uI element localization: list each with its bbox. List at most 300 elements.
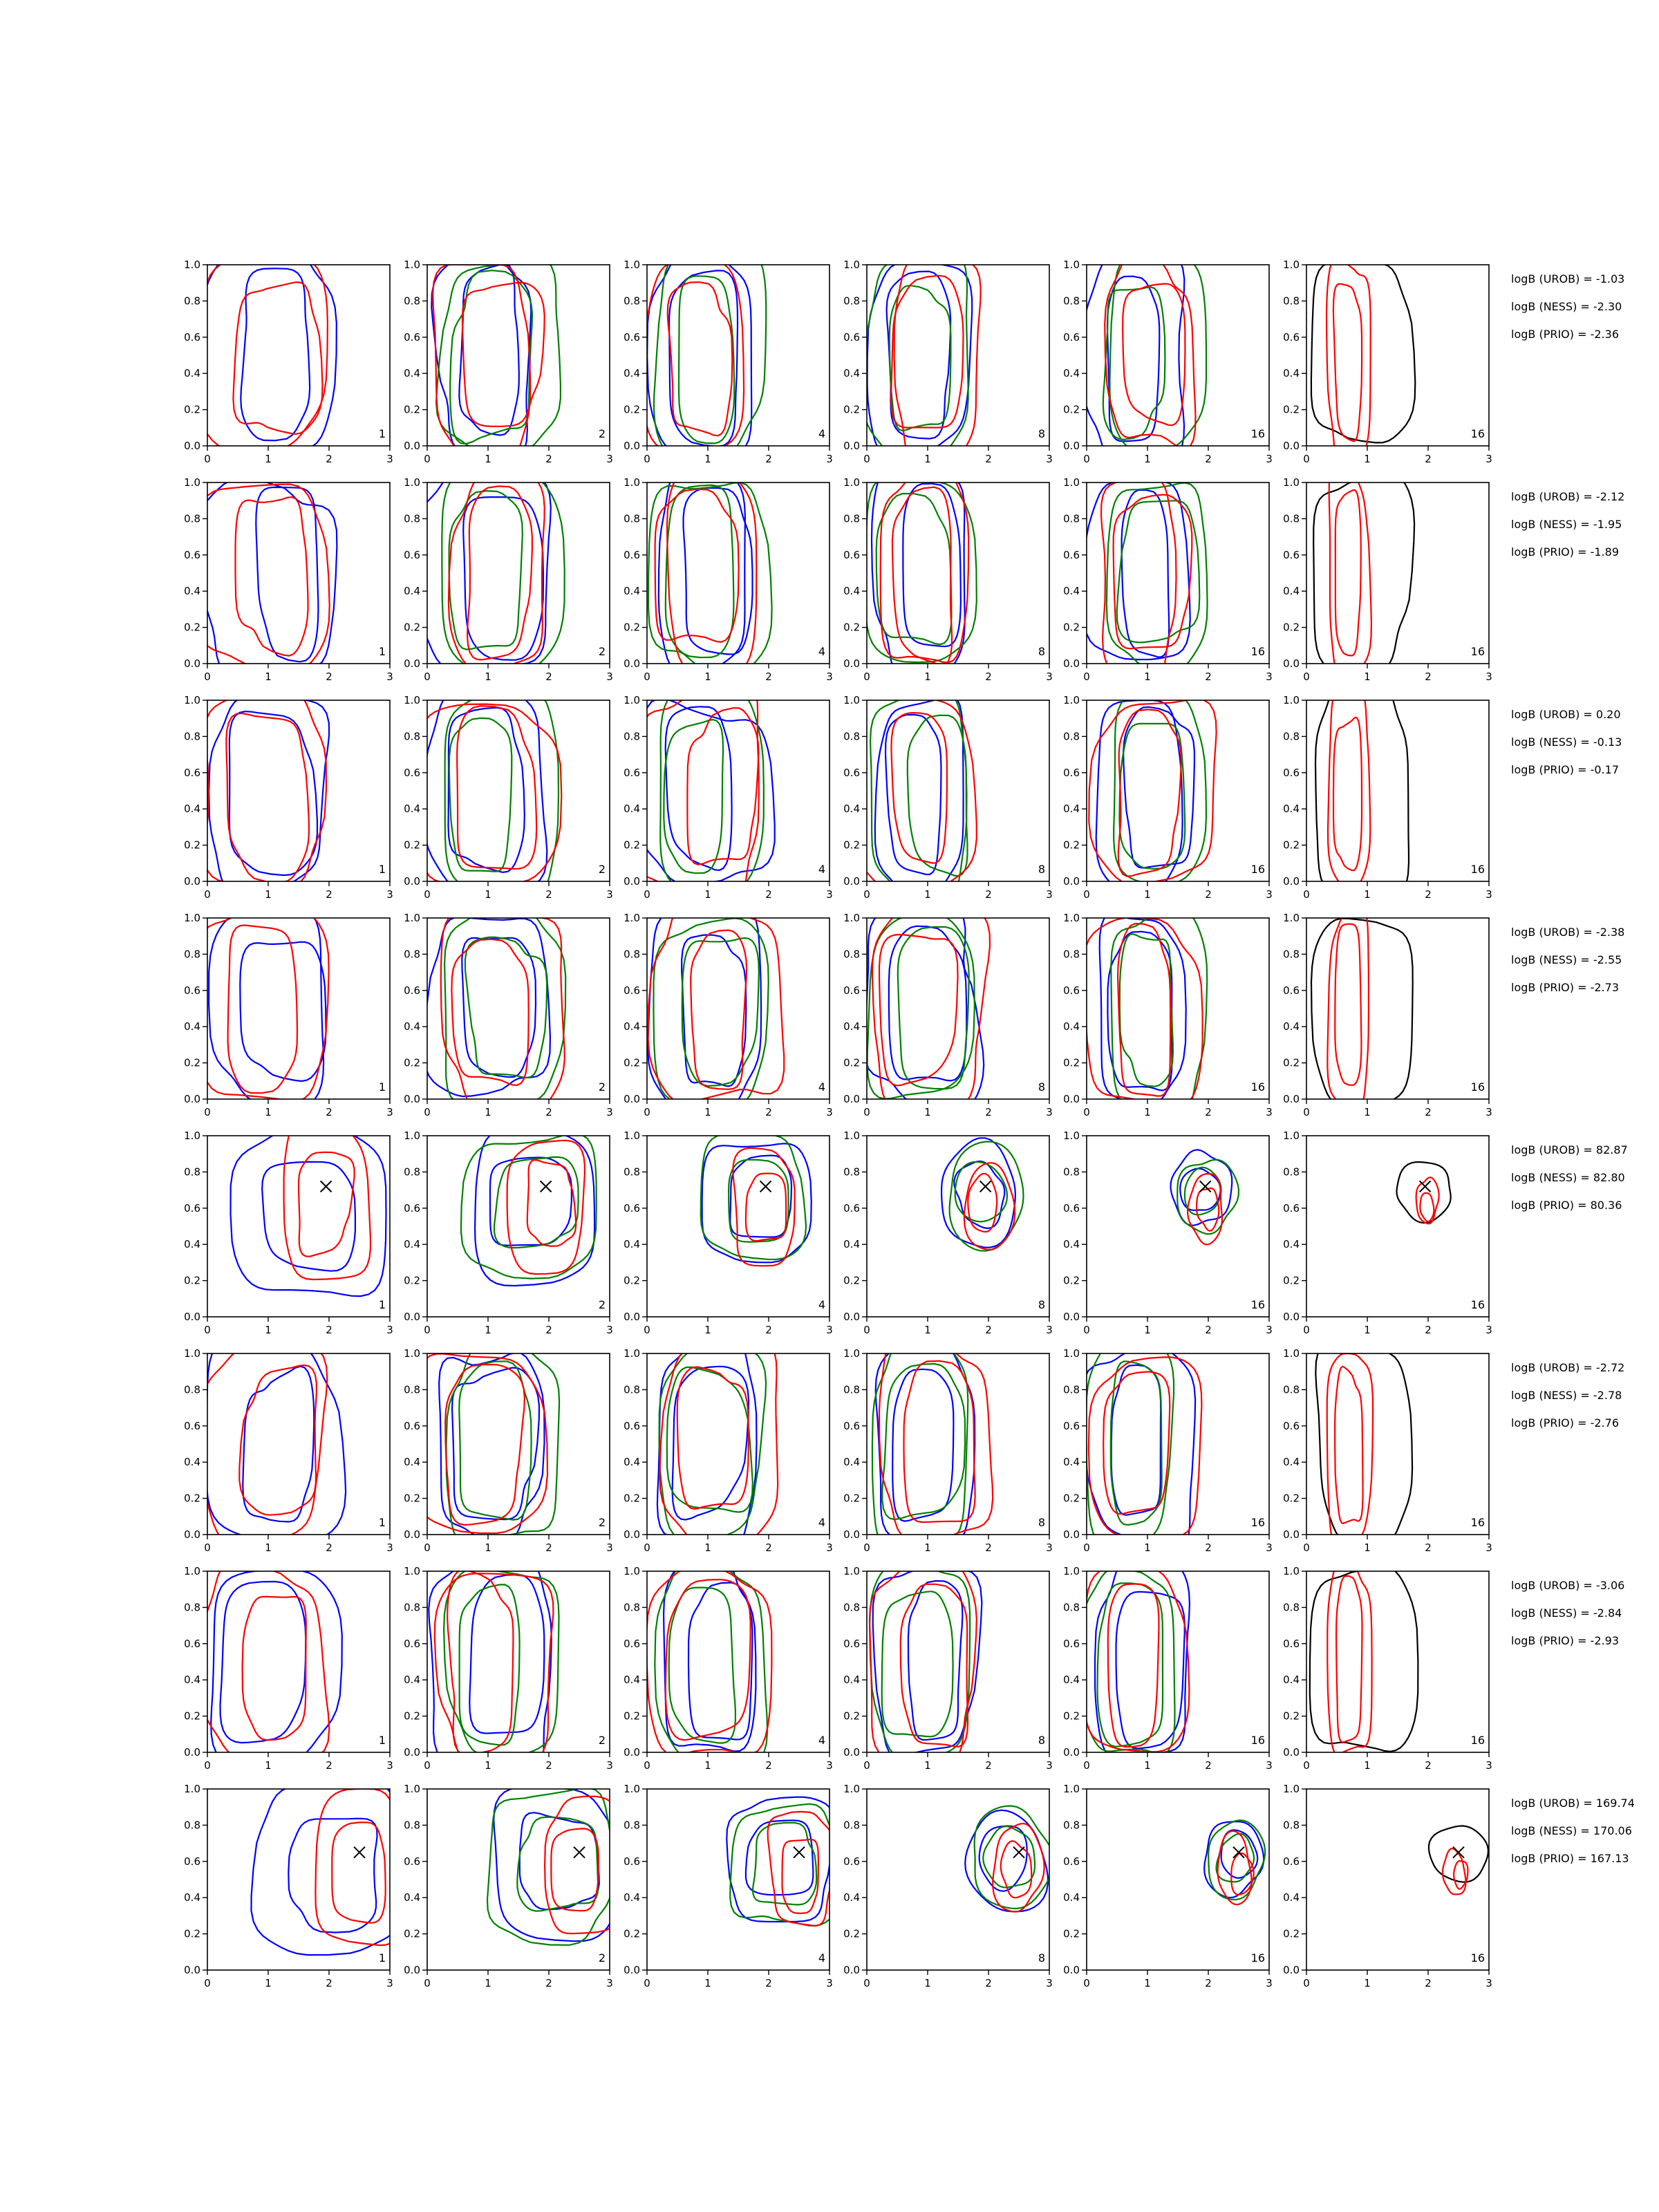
contour-set: [633, 678, 774, 909]
y-tick-label: 1.0: [184, 912, 200, 924]
bayes-factor-text: logB (PRIO) = 80.36: [1511, 1199, 1622, 1212]
red-contour: [1327, 1353, 1373, 1546]
x-tick-label: 0: [424, 1541, 431, 1554]
y-tick-label: 0.2: [1063, 1927, 1080, 1940]
contour-set: [487, 1787, 620, 1945]
blue-contour: [875, 695, 964, 894]
x-tick-label: 0: [644, 1541, 650, 1554]
panel-r4-c2: [404, 908, 613, 1118]
x-tick-label: 1: [1144, 453, 1151, 465]
injection-marker: [321, 1181, 332, 1192]
x-tick-label: 2: [1205, 1324, 1212, 1336]
panel-r7-c4: [843, 1559, 1053, 1772]
y-tick-label: 0.6: [184, 330, 200, 344]
contour-set: [417, 1342, 560, 1546]
x-tick-label: 3: [1485, 1541, 1492, 1554]
red-contour: [1333, 284, 1362, 442]
red-contour: [633, 678, 759, 909]
y-tick-label: 0.4: [404, 1456, 420, 1469]
blue-contour: [262, 1162, 355, 1271]
y-tick-label: 1.0: [843, 1783, 860, 1795]
y-tick-label: 0.0: [1283, 1746, 1300, 1759]
y-tick-label: 1.0: [1063, 694, 1080, 706]
y-tick-label: 0.4: [843, 1238, 860, 1251]
y-tick-label: 1.0: [843, 912, 860, 924]
y-tick-label: 0.0: [184, 1311, 200, 1323]
x-tick-label: 3: [606, 1977, 613, 1989]
x-tick-label: 1: [485, 1106, 491, 1118]
bayes-factor-text: logB (NESS) = 82.80: [1511, 1171, 1625, 1184]
column-label: 16: [1250, 1080, 1265, 1094]
contour-set: [644, 247, 766, 463]
y-tick-label: 0.4: [404, 585, 420, 598]
column-label: 16: [1250, 1951, 1265, 1965]
y-tick-label: 0.8: [404, 512, 420, 525]
column-label: 16: [1470, 1080, 1485, 1094]
green-contour: [487, 1788, 612, 1944]
x-tick-label: 1: [1364, 453, 1371, 465]
y-tick-label: 1.0: [404, 1565, 420, 1577]
column-label: 2: [598, 1080, 606, 1094]
y-tick-label: 1.0: [1283, 1347, 1300, 1360]
x-tick-label: 2: [545, 1541, 552, 1554]
y-tick-label: 0.8: [843, 512, 860, 525]
y-tick-label: 0.4: [1283, 1456, 1300, 1469]
y-tick-label: 1.0: [184, 476, 200, 489]
y-tick-label: 0.8: [1063, 294, 1080, 308]
y-tick-label: 0.6: [1063, 766, 1080, 779]
red-contour: [449, 471, 545, 669]
x-tick-label: 0: [424, 1106, 431, 1118]
y-tick-label: 0.2: [624, 403, 640, 416]
y-tick-label: 1.0: [404, 694, 420, 706]
y-tick-label: 0.8: [843, 730, 860, 743]
y-tick-label: 0.4: [624, 367, 640, 380]
y-tick-label: 0.6: [184, 984, 200, 997]
green-contour: [679, 276, 734, 443]
injection-marker: [760, 1181, 771, 1192]
panel-r4-c6: [1283, 903, 1492, 1118]
bayes-factor-text: logB (NESS) = -2.78: [1511, 1389, 1622, 1402]
panel-r8-c3: [624, 1783, 843, 1989]
black-contour: [1311, 919, 1413, 1107]
blue-contour: [1082, 1348, 1195, 1553]
y-tick-label: 0.8: [1063, 1383, 1080, 1396]
axes-frame: [1306, 1136, 1489, 1317]
x-tick-label: 0: [424, 1759, 431, 1772]
y-tick-label: 1.0: [1063, 1347, 1080, 1360]
panel-r6-c2: [404, 1342, 613, 1554]
y-tick-label: 0.4: [843, 1674, 860, 1687]
column-label: 1: [378, 1080, 386, 1094]
column-label: 16: [1470, 1734, 1485, 1747]
x-tick-label: 3: [1266, 1324, 1273, 1336]
red-contour: [447, 1570, 513, 1754]
x-tick-label: 0: [1303, 1541, 1310, 1554]
contour-set: [1313, 458, 1414, 682]
y-tick-label: 0.6: [843, 1419, 860, 1432]
y-tick-label: 0.8: [1283, 1383, 1300, 1396]
x-tick-label: 2: [545, 1106, 552, 1118]
y-tick-label: 0.0: [1283, 440, 1300, 452]
y-tick-label: 0.2: [1063, 403, 1080, 416]
red-contour: [196, 485, 330, 672]
red-contour: [1327, 903, 1369, 1112]
green-contour: [1098, 1583, 1163, 1746]
black-contour: [1310, 1567, 1418, 1752]
column-label: 8: [1038, 1516, 1045, 1529]
black-contour: [1397, 1162, 1451, 1223]
y-tick-label: 0.8: [1063, 1165, 1080, 1179]
x-tick-label: 1: [1364, 1759, 1371, 1772]
column-label: 4: [818, 863, 825, 876]
x-tick-label: 1: [485, 671, 491, 683]
red-contour: [768, 1812, 833, 1926]
panel-r4-c4: [843, 901, 1053, 1118]
column-label: 8: [1038, 1951, 1045, 1965]
y-tick-label: 0.4: [1283, 803, 1300, 816]
x-tick-label: 1: [265, 888, 272, 901]
x-tick-label: 2: [765, 671, 772, 683]
x-tick-label: 1: [924, 1106, 931, 1118]
y-tick-label: 0.8: [843, 948, 860, 961]
x-tick-label: 1: [265, 671, 272, 683]
y-tick-label: 0.2: [624, 1274, 640, 1287]
y-tick-label: 0.4: [843, 1891, 860, 1904]
y-tick-label: 0.4: [184, 1238, 200, 1251]
x-tick-label: 0: [1303, 453, 1310, 465]
x-tick-label: 2: [985, 1106, 992, 1118]
contour-set: [1311, 256, 1415, 467]
y-tick-label: 0.4: [843, 803, 860, 816]
axes-frame: [647, 700, 830, 881]
blue-contour: [1107, 932, 1172, 1091]
y-tick-label: 0.2: [1283, 1927, 1300, 1940]
y-tick-label: 0.6: [404, 984, 420, 997]
y-tick-label: 0.6: [1283, 1201, 1300, 1215]
x-tick-label: 0: [1083, 1759, 1090, 1772]
y-tick-label: 0.4: [1063, 803, 1080, 816]
blue-contour: [659, 465, 745, 674]
y-tick-label: 0.0: [843, 1093, 860, 1105]
x-tick-label: 3: [826, 1759, 833, 1772]
x-tick-label: 1: [1144, 1106, 1151, 1118]
column-label: 4: [818, 1298, 825, 1311]
y-tick-label: 1.0: [1063, 259, 1080, 271]
x-tick-label: 3: [1046, 1977, 1053, 1989]
y-tick-label: 0.2: [624, 1927, 640, 1940]
red-contour: [1335, 924, 1361, 1085]
x-tick-label: 1: [1364, 1106, 1371, 1118]
axes-frame: [207, 1353, 390, 1535]
contour-set: [429, 1551, 559, 1783]
green-contour: [898, 927, 969, 1089]
green-contour: [654, 918, 769, 1106]
panel-r8-c2: [404, 1783, 620, 1989]
contour-set: [419, 686, 562, 901]
x-tick-label: 0: [424, 453, 431, 465]
y-tick-label: 0.6: [624, 1201, 640, 1215]
y-tick-label: 0.0: [1063, 1964, 1080, 1976]
contour-set: [1083, 910, 1207, 1117]
y-tick-label: 0.2: [404, 1492, 420, 1505]
y-tick-label: 0.6: [624, 548, 640, 561]
y-tick-label: 0.0: [1283, 1093, 1300, 1105]
contour-set: [648, 901, 784, 1116]
y-tick-label: 1.0: [1283, 1130, 1300, 1142]
x-tick-label: 0: [424, 1324, 431, 1336]
blue-contour: [887, 272, 951, 439]
y-tick-label: 0.6: [1063, 984, 1080, 997]
column-label: 2: [598, 1298, 606, 1311]
y-tick-label: 0.2: [184, 1492, 200, 1505]
x-tick-label: 2: [1425, 1324, 1432, 1336]
x-tick-label: 3: [386, 888, 393, 901]
y-tick-label: 0.2: [624, 838, 640, 852]
x-tick-label: 2: [326, 453, 332, 465]
y-tick-label: 0.0: [404, 1311, 420, 1323]
column-label: 16: [1250, 1516, 1265, 1529]
y-tick-label: 0.2: [1283, 1056, 1300, 1069]
y-tick-label: 0.4: [624, 1020, 640, 1033]
y-tick-label: 0.2: [1063, 1492, 1080, 1505]
column-label: 4: [818, 645, 825, 658]
column-label: 16: [1470, 427, 1485, 440]
blue-contour: [1096, 700, 1183, 892]
panel-r7-c6: [1283, 1559, 1492, 1772]
contour-set: [852, 691, 977, 902]
x-tick-label: 2: [985, 1324, 992, 1336]
y-tick-label: 0.4: [184, 1891, 200, 1904]
x-tick-label: 0: [863, 1759, 870, 1772]
x-tick-label: 3: [1266, 1541, 1273, 1554]
panel-r7-c2: [404, 1551, 613, 1783]
axes-frame: [207, 918, 390, 1099]
y-tick-label: 0.0: [1063, 875, 1080, 888]
y-tick-label: 0.0: [1283, 1528, 1300, 1541]
contour-set: [1311, 903, 1413, 1112]
x-tick-label: 3: [1046, 1324, 1053, 1336]
bayes-factor-text: logB (UROB) = -1.03: [1511, 272, 1625, 285]
column-label: 8: [1038, 1734, 1045, 1747]
y-tick-label: 0.4: [184, 1674, 200, 1687]
x-tick-label: 2: [765, 1541, 772, 1554]
y-tick-label: 0.6: [843, 548, 860, 561]
axes-frame: [867, 918, 1049, 1099]
axes-frame: [427, 1789, 610, 1970]
x-tick-label: 3: [1266, 1977, 1273, 1989]
x-tick-label: 2: [326, 1977, 332, 1989]
red-contour: [1118, 924, 1170, 1096]
x-tick-label: 2: [1205, 671, 1212, 683]
red-contour: [299, 1152, 355, 1257]
panel-r1-c3: [624, 247, 833, 465]
bayes-factor-text: logB (NESS) = -2.55: [1511, 953, 1622, 966]
y-tick-label: 0.2: [404, 838, 420, 852]
red-contour: [881, 468, 969, 663]
y-tick-label: 0.8: [843, 1383, 860, 1396]
x-tick-label: 3: [386, 1324, 393, 1336]
y-tick-label: 0.8: [1283, 294, 1300, 308]
x-tick-label: 3: [1266, 671, 1273, 683]
y-tick-label: 0.2: [624, 1056, 640, 1069]
panel-r6-c3: [624, 1333, 833, 1554]
y-tick-label: 0.4: [843, 367, 860, 380]
x-tick-label: 2: [545, 1324, 552, 1336]
x-tick-label: 0: [424, 671, 431, 683]
y-tick-label: 0.4: [404, 1674, 420, 1687]
x-tick-label: 2: [326, 1541, 332, 1554]
x-tick-label: 2: [1205, 1759, 1212, 1772]
axes-frame: [427, 1353, 610, 1535]
y-tick-label: 0.8: [624, 1601, 640, 1614]
column-label: 8: [1038, 1080, 1045, 1094]
contour-set: [657, 1333, 778, 1548]
y-tick-label: 0.0: [1063, 1093, 1080, 1105]
bayes-factor-text: logB (NESS) = -1.95: [1511, 518, 1622, 531]
y-tick-label: 0.2: [1063, 1709, 1080, 1723]
y-tick-label: 0.0: [1063, 1746, 1080, 1759]
y-tick-label: 0.6: [1063, 1855, 1080, 1868]
panel-r1-c1: [184, 242, 393, 465]
red-contour: [1114, 495, 1192, 649]
y-tick-label: 1.0: [1063, 1130, 1080, 1142]
x-tick-label: 0: [1083, 671, 1090, 683]
y-tick-label: 0.8: [404, 1819, 420, 1832]
y-tick-label: 0.2: [624, 1492, 640, 1505]
y-tick-label: 1.0: [624, 1783, 640, 1795]
y-tick-label: 0.6: [843, 330, 860, 344]
y-tick-label: 0.4: [1063, 367, 1080, 380]
x-tick-label: 1: [265, 1541, 272, 1554]
y-tick-label: 0.8: [184, 294, 200, 308]
y-tick-label: 0.2: [843, 838, 860, 852]
axes-frame: [1306, 1789, 1489, 1970]
y-tick-label: 0.2: [404, 1709, 420, 1723]
x-tick-label: 0: [1083, 1106, 1090, 1118]
y-tick-label: 0.4: [624, 1238, 640, 1251]
y-tick-label: 0.8: [404, 294, 420, 308]
y-tick-label: 1.0: [843, 476, 860, 489]
y-tick-label: 0.0: [404, 875, 420, 888]
red-contour: [872, 901, 990, 1115]
x-tick-label: 2: [765, 1977, 772, 1989]
y-tick-label: 1.0: [1283, 259, 1300, 271]
y-tick-label: 0.6: [184, 1201, 200, 1215]
axes-frame: [1306, 918, 1489, 1099]
y-tick-label: 0.4: [404, 1020, 420, 1033]
y-tick-label: 0.0: [1283, 657, 1300, 670]
y-tick-label: 0.2: [184, 838, 200, 852]
x-tick-label: 3: [386, 1541, 393, 1554]
x-tick-label: 2: [326, 671, 332, 683]
contour-set: [1310, 1559, 1418, 1754]
contour-set: [1089, 691, 1216, 892]
y-tick-label: 0.4: [184, 367, 200, 380]
x-tick-label: 1: [485, 453, 491, 465]
bayes-factor-text: logB (PRIO) = -2.93: [1511, 1634, 1619, 1647]
y-tick-label: 0.4: [184, 803, 200, 816]
y-tick-label: 0.0: [1063, 657, 1080, 670]
x-tick-label: 0: [644, 1759, 650, 1772]
green-contour: [442, 471, 564, 673]
contour-set: [646, 1553, 771, 1761]
red-contour: [668, 282, 733, 435]
x-tick-label: 1: [1144, 888, 1151, 901]
y-tick-label: 0.4: [404, 367, 420, 380]
bayes-factor-text: logB (UROB) = -2.12: [1511, 490, 1625, 503]
y-tick-label: 0.4: [843, 585, 860, 598]
panel-r3-c3: [624, 678, 833, 909]
y-tick-label: 0.4: [1283, 367, 1300, 380]
y-tick-label: 0.6: [1283, 1419, 1300, 1432]
y-tick-label: 0.8: [1283, 1819, 1300, 1832]
y-tick-label: 0.4: [1063, 1238, 1080, 1251]
y-tick-label: 0.0: [624, 1311, 640, 1323]
blue-contour: [980, 1826, 1027, 1891]
x-tick-label: 0: [644, 1324, 650, 1336]
y-tick-label: 0.0: [1283, 1964, 1300, 1976]
y-tick-label: 0.6: [404, 1855, 420, 1868]
injection-marker: [354, 1847, 365, 1858]
bayes-factor-text: logB (PRIO) = -2.76: [1511, 1416, 1619, 1430]
column-label: 2: [598, 1734, 606, 1747]
y-tick-label: 0.4: [1283, 1891, 1300, 1904]
y-tick-label: 0.0: [624, 440, 640, 452]
contour-set: [1083, 477, 1208, 686]
green-contour: [449, 491, 523, 649]
y-tick-label: 0.2: [404, 403, 420, 416]
y-tick-label: 0.2: [404, 1927, 420, 1940]
panel-r5-c2: [404, 1129, 613, 1336]
panel-r8-c5: [1063, 1783, 1273, 1989]
y-tick-label: 0.4: [404, 1238, 420, 1251]
blue-contour: [221, 1582, 306, 1743]
contour-set: [461, 1129, 597, 1286]
column-label: 1: [378, 863, 386, 876]
x-tick-label: 0: [863, 1977, 870, 1989]
y-tick-label: 1.0: [843, 1565, 860, 1577]
y-tick-label: 1.0: [184, 1783, 200, 1795]
column-label: 8: [1038, 1298, 1045, 1311]
y-tick-label: 0.6: [1283, 330, 1300, 344]
red-contour: [1327, 1559, 1371, 1754]
x-tick-label: 3: [1046, 671, 1053, 683]
y-tick-label: 0.6: [843, 1855, 860, 1868]
y-tick-label: 0.6: [624, 1855, 640, 1868]
x-tick-label: 0: [863, 453, 870, 465]
x-tick-label: 3: [606, 1541, 613, 1554]
y-tick-label: 0.0: [184, 657, 200, 670]
y-tick-label: 0.6: [624, 330, 640, 344]
blue-contour: [657, 1333, 757, 1547]
x-tick-label: 1: [1144, 1541, 1151, 1554]
contour-set: [196, 478, 337, 674]
y-tick-label: 0.6: [1283, 548, 1300, 561]
x-tick-label: 3: [826, 453, 833, 465]
x-tick-label: 1: [485, 1759, 491, 1772]
x-tick-label: 1: [265, 1324, 272, 1336]
blue-contour: [469, 1575, 544, 1734]
y-tick-label: 0.4: [624, 803, 640, 816]
axes-frame: [867, 1789, 1049, 1970]
x-tick-label: 0: [1303, 1324, 1310, 1336]
panel-r2-c5: [1063, 476, 1273, 686]
blue-contour: [494, 1787, 619, 1941]
x-tick-label: 0: [1083, 453, 1090, 465]
y-tick-label: 0.0: [843, 1964, 860, 1976]
x-tick-label: 3: [1485, 1324, 1492, 1336]
